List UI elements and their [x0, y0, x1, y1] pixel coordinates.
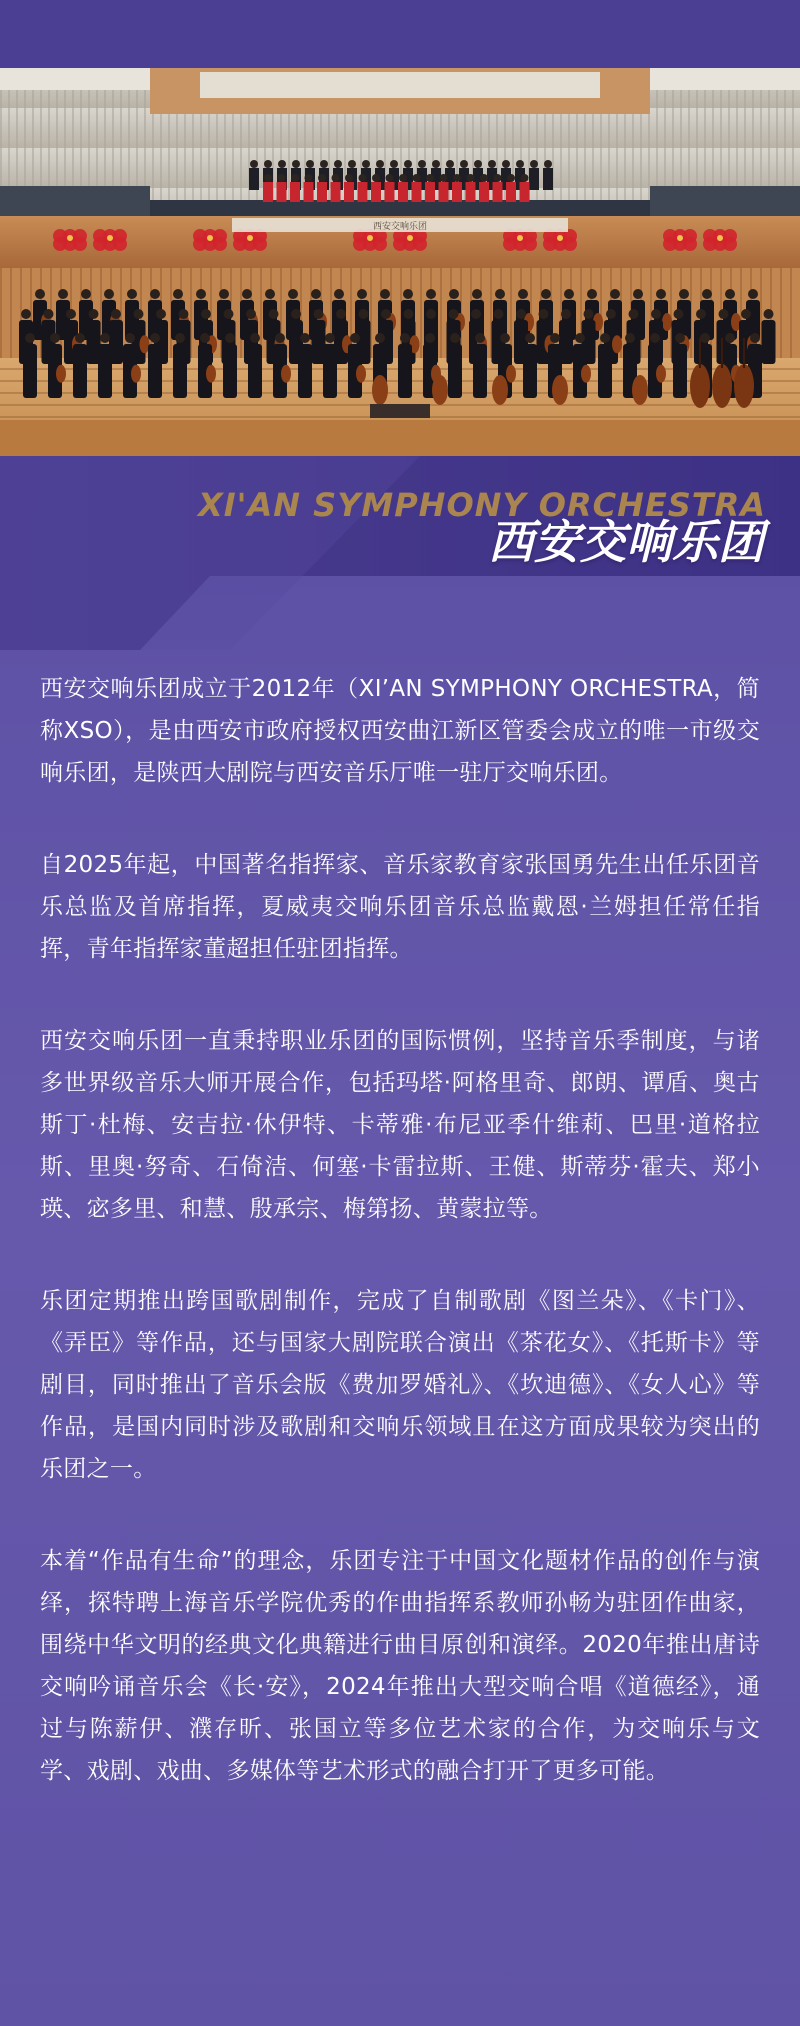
stage-banner: 西安交响乐团 — [372, 222, 428, 232]
paragraph-creation: 本着“作品有生命”的理念，乐团专注于中国文化题材作品的创作与演绎，探特聘上海音乐学院优秀的作曲指挥系教师孙畅为驻团作曲家，围绕中华文明的经典文化典籍进行曲目原创和演绎。2020年推出唐诗交响吟诵音乐会《长·安》，2024年推出大型交响合唱《道德经》，通过与陈薪伊、濮存昕、张国立等多位艺术家的合作，为交响乐与文学、戏剧、戏曲、多媒体等艺术形式的融合打开了更多可能。 — [40, 1548, 760, 1784]
paragraph-collaborations: 西安交响乐团一直秉持职业乐团的国际惯例，坚持音乐季制度，与诸多世界级音乐大师开展合作，包括玛塔·阿格里奇、郎朗、谭盾、奥古斯丁·杜梅、安吉拉·休伊特、卡蒂雅·布尼亚季什维莉、巴里·道格拉斯、里奥·努奇、石倚洁、何塞·卡雷拉斯、王健、斯蒂芬·霍夫、郑小瑛、宓多里、和慧、殷承宗、梅第扬、黄蒙拉等。 — [40, 1028, 760, 1222]
article-body — [40, 668, 760, 1842]
english-title: XI'AN SYMPHONY ORCHESTRA — [198, 486, 766, 524]
top-band — [0, 0, 800, 68]
orchestra-photo — [0, 68, 800, 456]
paragraph-founding: 西安交响乐团成立于2012年（XI’AN SYMPHONY ORCHESTRA，简称XSO），是由西安市政府授权西安曲江新区管委会成立的唯一市级交响乐团，是陕西大剧院与西安音乐厅唯一驻厅交响乐团。 — [40, 676, 760, 786]
chinese-title: 西安交响乐团 — [488, 515, 764, 569]
title-block — [0, 456, 800, 650]
paragraph-opera: 乐团定期推出跨国歌剧制作，完成了自制歌剧《图兰朵》、《卡门》、《弄臣》等作品，还与国家大剧院联合演出《茶花女》、《托斯卡》等剧目，同时推出了音乐会版《费加罗婚礼》、《坎迪德》、《女人心》等作品，是国内同时涉及歌剧和交响乐领域且在这方面成果较为突出的乐团之一。 — [40, 1288, 760, 1482]
paragraph-leadership: 自2025年起，中国著名指挥家、音乐家教育家张国勇先生出任乐团音乐总监及首席指挥，夏威夷交响乐团音乐总监戴恩·兰姆担任常任指挥，青年指挥家董超担任驻团指挥。 — [40, 852, 760, 962]
